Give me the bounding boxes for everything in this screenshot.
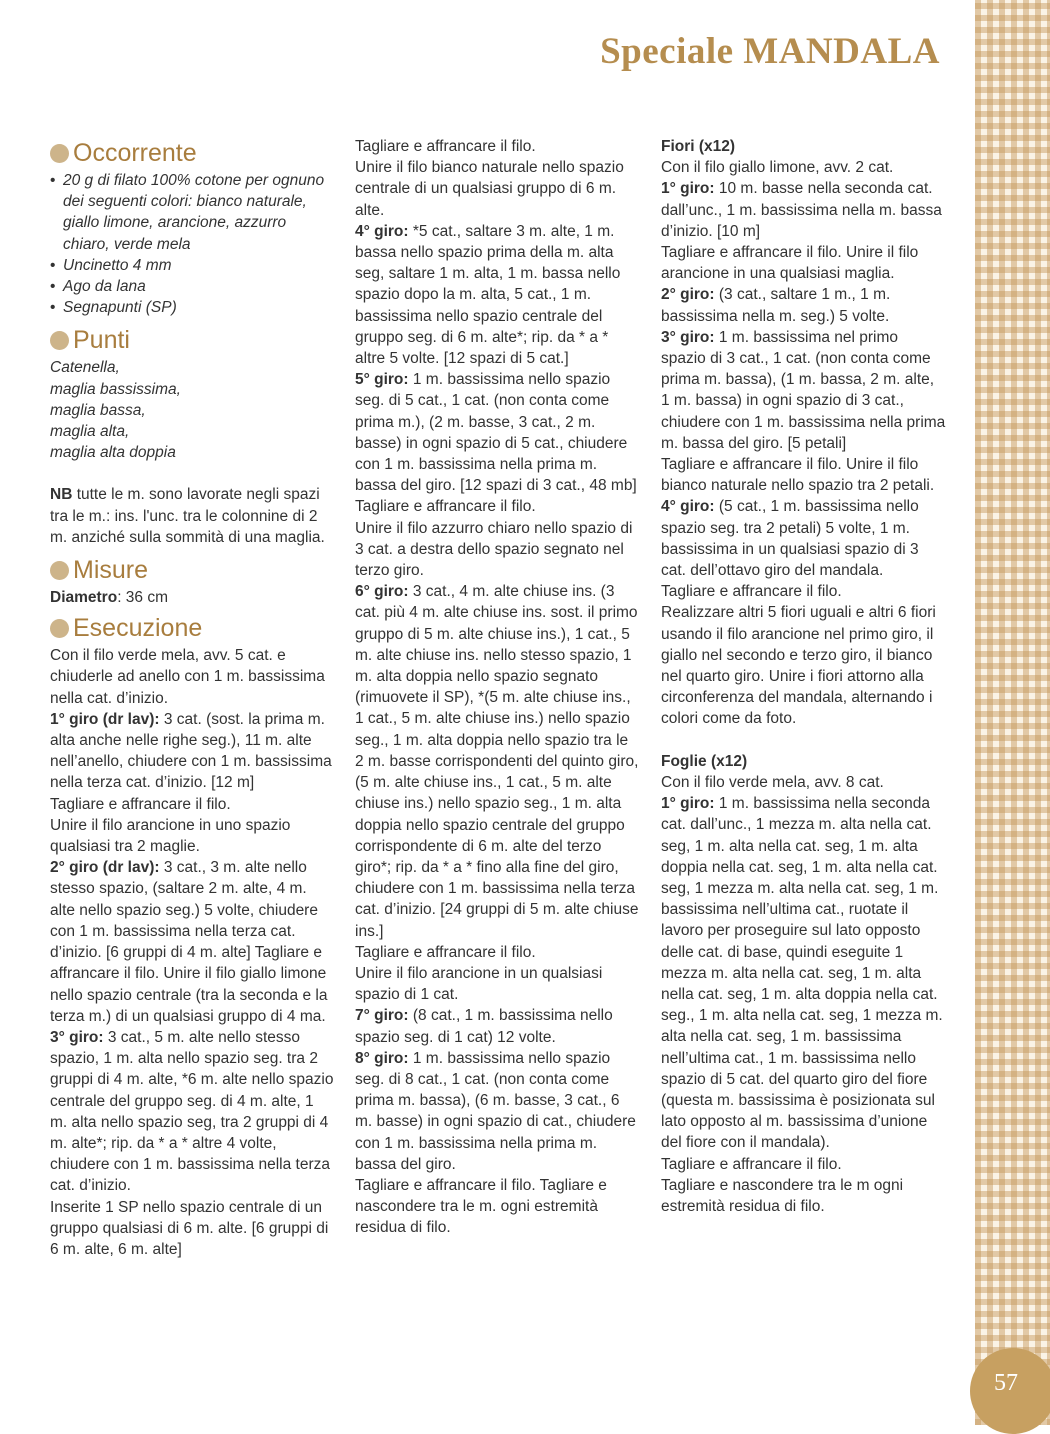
list-item: • Segnapunti (SP)	[50, 297, 335, 318]
instruction-text: Tagliare e affrancare il filo. Unire il filo arancione in una qualsiasi maglia.	[661, 244, 919, 283]
instruction-paragraph	[661, 772, 946, 793]
instruction-paragraph	[355, 518, 640, 582]
stitch-line: maglia alta,	[50, 423, 130, 441]
page-title: Speciale MANDALA	[600, 31, 940, 72]
instruction-paragraph	[50, 709, 335, 794]
instruction-text: 1 m. bassissima nello spazio seg. di 5 cat., 1 cat. (non conta come prima m.), (2 m. basse, 3 cat., 2 m. basse) in ogni spazio di 5 cat., chiudere con 1 m. bassissima nella prima m. bassa del giro. [12 spazi di 3 cat., 48 mb]	[355, 371, 637, 495]
instruction-paragraph	[661, 581, 946, 602]
heading-text: Misure	[73, 556, 149, 585]
column-3	[661, 136, 946, 1217]
stitch-line: maglia bassissima,	[50, 380, 181, 398]
round-label: 7° giro:	[355, 1007, 409, 1025]
page-number: 57	[994, 1370, 1018, 1396]
instruction-paragraph	[355, 1005, 640, 1047]
heading-text: Occorrente	[73, 139, 197, 167]
column-1	[50, 136, 335, 1260]
instruction-paragraph	[355, 136, 640, 157]
instruction-paragraph	[50, 815, 335, 857]
instruction-text: Unire il filo arancione in un qualsiasi spazio di 1 cat.	[355, 964, 603, 1004]
round-label: 3° giro:	[50, 1028, 104, 1046]
instruction-text: Tagliare e affrancare il filo.	[355, 943, 536, 961]
instruction-paragraph	[661, 157, 946, 178]
instruction-text: Unire il filo azzurro chiaro nello spazio di 3 cat. a destra dello spazio segnato nel terzo giro.	[355, 519, 633, 580]
instruction-paragraph	[661, 1175, 946, 1217]
instruction-text: Con il filo verde mela, avv. 8 cat.	[661, 773, 884, 791]
round-label: 2° giro (dr lav):	[50, 859, 160, 877]
instruction-text: Con il filo giallo limone, avv. 2 cat.	[661, 159, 894, 177]
instruction-text: *5 cat., saltare 3 m. alte, 1 m. bassa nello spazio prima della m. alta seg, saltare 1 m. alta, 1 m. bassa nello spazio dopo la m. alta, 5 cat., 1 m. bassissima nello spazio centrale del gruppo seg. di 6 m. alte*; rip. da * a * altre 5 volte. [12 spazi di 5 cat.]	[355, 222, 621, 368]
round-label: 4° giro:	[661, 498, 715, 516]
instruction-paragraph	[661, 327, 946, 454]
instruction-text: Con il filo verde mela, avv. 5 cat. e chiuderle ad anello con 1 m. bassissima nella cat. d’inizio.	[50, 647, 325, 707]
instruction-text: Inserite 1 SP nello spazio centrale di un gruppo qualsiasi di 6 m. alte. [6 gruppi di 6 m. alte, 6 m. alte]	[50, 1198, 329, 1258]
list-item: • Ago da lana	[50, 276, 335, 297]
instruction-text: 3 cat. (sost. la prima m. alta anche nelle righe seg.), 11 m. alte nell’anello, chiudere con 1 m. bassissima nella terza cat. d’inizio. [12 m]	[50, 710, 332, 792]
circle-bullet-icon	[50, 561, 69, 580]
instruction-text: Unire il filo bianco naturale nello spazio centrale di un qualsiasi gruppo di 6 m. alte.	[355, 159, 624, 219]
instruction-text: 3 cat., 5 m. alte nello stesso spazio, 1 m. alta nello spazio seg. tra 2 gruppi di 4 m. alte, *6 m. alte nello spazio centrale del gruppo seg. di 4 m. alte, 1 m. alta nello spazio seg, tra 2 gruppi di 4 m. alte*; rip. da * a * altre 4 volte, chiudere con 1 m. bassissima nella terza cat. d’inizio.	[50, 1028, 334, 1195]
circle-bullet-icon	[50, 331, 69, 350]
round-label: 3° giro:	[661, 328, 715, 346]
instruction-paragraph	[50, 645, 335, 709]
instruction-text: Realizzare altri 5 fiori uguali e altri 6 fiori usando il filo arancione nel primo giro, il giallo nel secondo e terzo giro, il bianco nel quarto giro. Unire i fiori attorno alla circonferenza del mandala, alternando i colori come da foto.	[661, 604, 936, 728]
instruction-text: 1 m. bassissima nel primo spazio di 3 cat., 1 cat. (non conta come prima m. bassa), (1 m. bassa, 2 m. alte, 1 m. bassa) in ogni spazio di 3 cat., chiudere con 1 m. bassissima nella prima m. bassa del giro. [5 petali]	[661, 328, 946, 452]
instruction-text: 1 m. bassissima nella seconda cat. dall’unc., 1 mezza m. alta nella cat. seg, 1 m. alta nella cat. seg, 1 m. alta doppia nella cat. seg, 1 m. alta nella cat. seg, 1 mezza m. alta nella cat. seg, 1 m. bassissima nell’ultima cat., ruotate il lavoro per proseguire sul lato opposto delle cat. di base, quindi eseguite 1 mezza m. alta nella cat. seg, 1 m. alta nella cat. seg, 1 m. alta doppia nella cat. seg., 1 m. alta nella cat. seg, 1 mezza m. alta nella cat. seg, 1 m. bassissima nell’ultima cat., 1 m. bassissima nello spazio di 5 cat. del quarto giro del fiore (questa m. bassissima è posizionata sul lato opposto al m. bassissima d’unione del fiore con il mandala).	[661, 795, 943, 1152]
instruction-paragraph	[50, 794, 335, 815]
instruction-paragraph	[355, 157, 640, 221]
instruction-paragraph	[661, 793, 946, 1153]
diameter-value: : 36 cm	[117, 589, 169, 607]
heading-text: Esecuzione	[73, 614, 203, 643]
instruction-text: Tagliare e affrancare il filo.	[661, 1155, 842, 1173]
instruction-paragraph	[50, 1027, 335, 1197]
gingham-border	[975, 0, 1050, 1425]
instruction-text: Tagliare e affrancare il filo.	[355, 498, 536, 516]
instruction-paragraph	[661, 1154, 946, 1175]
stitch-line: maglia alta doppia	[50, 444, 176, 462]
instruction-paragraph	[661, 496, 946, 581]
foglie-heading: Foglie (x12)	[661, 752, 748, 770]
nb-text: tutte le m. sono lavorate negli spazi tra le m.: ins. l'unc. tra le colonnine di 2 m. anziché sulla sommità di una maglia.	[50, 486, 325, 546]
nb-note	[50, 484, 335, 548]
round-label: 5° giro:	[355, 371, 409, 389]
instruction-paragraph	[355, 1175, 640, 1239]
stitch-line: Catenella,	[50, 359, 120, 377]
esecuzione-col2	[355, 136, 640, 1239]
section-heading-punti	[50, 323, 335, 357]
instruction-text: 1 m. bassissima nello spazio seg. di 8 cat., 1 cat. (non conta come prima m. bassa), (6 m. basse, 3 cat., 6 m. basse) in ogni spazio di cat., chiudere con 1 m. bassissima nella prima m. bassa del giro.	[355, 1049, 636, 1173]
circle-bullet-icon	[50, 144, 69, 163]
instruction-paragraph	[50, 857, 335, 1027]
round-label: 6° giro:	[355, 583, 409, 601]
list-item: • Uncinetto 4 mm	[50, 255, 335, 276]
instruction-text: Tagliare e affrancare il filo.	[661, 583, 842, 601]
round-label: 4° giro:	[355, 222, 409, 240]
round-label: 1° giro:	[661, 180, 715, 198]
instruction-text: 10 m. basse nella seconda cat. dall’unc., 1 m. bassissima nella m. bassa d’inizio. [10 m]	[661, 180, 942, 240]
instruction-paragraph	[50, 1197, 335, 1261]
instruction-paragraph	[661, 602, 946, 729]
heading-text: Punti	[73, 326, 130, 355]
instruction-paragraph	[355, 963, 640, 1005]
instruction-text: (8 cat., 1 m. bassissima nello spazio seg. di 1 cat) 12 volte.	[355, 1007, 613, 1046]
instruction-text: 3 cat., 3 m. alte nello stesso spazio, (saltare 2 m. alte, 4 m. alte nello spazio seg.) 5 volte, chiudere con 1 m. bassissima nella terza cat. d’inizio. [6 gruppi di 4 m. alte] Tagliare e affrancare il filo. Unire il filo giallo limone nello spazio centrale (tra la seconda e la terza m.) di un qualsiasi gruppo di 4 ma.	[50, 859, 328, 1025]
column-2	[355, 136, 640, 1239]
instruction-paragraph	[355, 1048, 640, 1175]
instruction-text: Tagliare e affrancare il filo.	[50, 795, 231, 813]
instruction-paragraph	[355, 581, 640, 941]
instruction-text: Tagliare e affrancare il filo.	[355, 138, 536, 155]
page-number-badge	[970, 1348, 1050, 1434]
instruction-paragraph	[661, 284, 946, 326]
round-label: 2° giro:	[661, 286, 715, 304]
fiori-body	[661, 157, 946, 729]
nb-label: NB	[50, 486, 73, 504]
instruction-paragraph	[355, 942, 640, 963]
instruction-paragraph	[661, 178, 946, 242]
instruction-text: (5 cat., 1 m. bassissima nello spazio seg. tra 2 petali) 5 volte, 1 m. bassissima in un qualsiasi spazio di 3 cat. dell’ottavo giro del mandala.	[661, 498, 919, 580]
instruction-paragraph	[355, 221, 640, 369]
section-heading-misure	[50, 553, 335, 587]
stitch-line: maglia bassa,	[50, 401, 146, 419]
foglie-body	[661, 772, 946, 1217]
instruction-text: Tagliare e affrancare il filo. Tagliare e nascondere tra le m. ogni estremità residua di filo.	[355, 1176, 607, 1237]
instruction-paragraph	[661, 242, 946, 284]
diameter-line	[50, 587, 335, 608]
section-heading-esecuzione	[50, 611, 335, 645]
instruction-paragraph	[661, 454, 946, 496]
round-label: 1° giro:	[661, 795, 715, 813]
instruction-text: Unire il filo arancione in uno spazio qualsiasi tra 2 maglie.	[50, 816, 291, 856]
diameter-label: Diametro	[50, 589, 118, 607]
fiori-heading: Fiori (x12)	[661, 138, 736, 155]
circle-bullet-icon	[50, 619, 69, 638]
instruction-paragraph	[355, 369, 640, 496]
instruction-text: (3 cat., saltare 1 m., 1 m. bassissima nella m. seg.) 5 volte.	[661, 286, 891, 325]
instruction-text: Tagliare e affrancare il filo. Unire il filo bianco naturale nello spazio tra 2 petali.	[661, 456, 935, 495]
instruction-paragraph	[355, 496, 640, 517]
esecuzione-col1	[50, 645, 335, 1260]
instruction-text: 3 cat., 4 m. alte chiuse ins. (3 cat. più 4 m. alte chiuse ins. sost. il primo gruppo di 5 m. alte chiuse ins.), 1 cat., 5 m. alte chiuse ins. nello stesso spazio, 1 m. alta doppia nello spazio segnato (rimuovete il SP), *(5 m. alte chiuse ins., 1 cat., 5 m. alte chiuse ins.) nello spazio seg., 1 m. alta doppia nello spazio tra le 2 m. basse corrispondenti del quinto giro, (5 m. alte chiuse ins., 1 cat., 5 m. alte chiuse ins.) nello spazio seg., 1 m. alta doppia nello spazio centrale del gruppo corrispondente di 6 m. alte del terzo giro*; rip. da * a * fino alla fine del giro, chiudere con 1 m. bassissima nella terza cat. d’inizio. [24 gruppi di 5 m. alte chiuse ins.]	[355, 583, 639, 940]
round-label: 1° giro (dr lav):	[50, 710, 160, 728]
round-label: 8° giro:	[355, 1049, 409, 1067]
materials-list	[50, 170, 335, 318]
instruction-text: Tagliare e nascondere tra le m ogni estremità residua di filo.	[661, 1176, 904, 1215]
list-item: • 20 g di filato 100% cotone per ognuno dei seguenti colori: bianco naturale, giallo limone, arancione, azzurro chiaro, verde mela	[50, 170, 335, 255]
section-heading-occorrente	[50, 136, 335, 170]
